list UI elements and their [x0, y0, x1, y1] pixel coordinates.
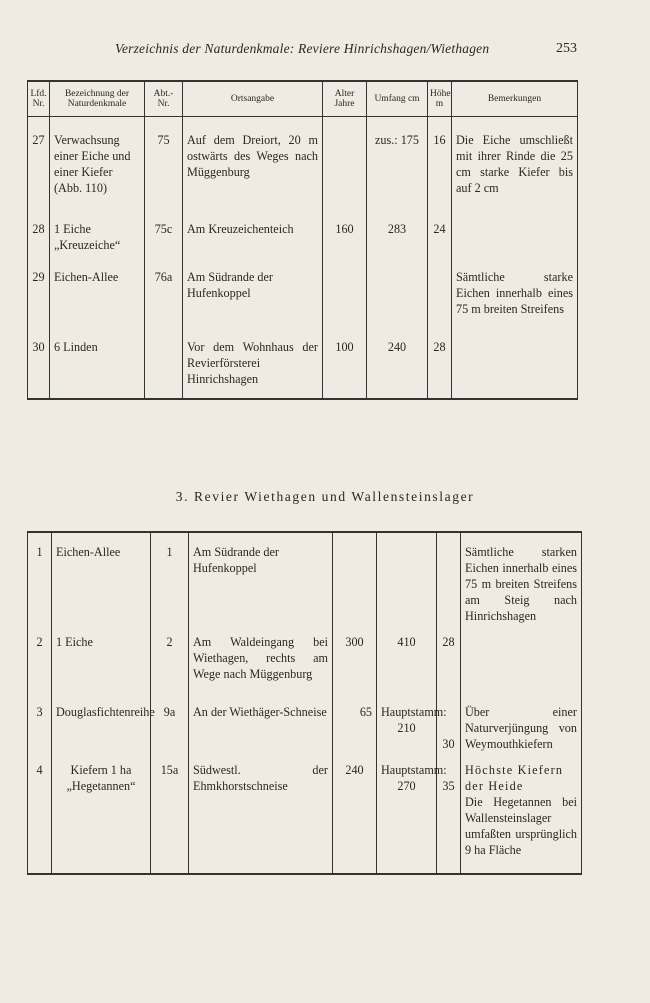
row-hoehe: 16 [428, 117, 452, 205]
row-hoehe: 35 [437, 762, 461, 874]
col-header-alter: Alter Jahre [323, 81, 367, 117]
row-name: Eichen-Allee [52, 532, 151, 634]
table-row [28, 323, 578, 399]
running-header [0, 41, 650, 61]
row-ort: Am Waldeingang bei Wiethagen, rechts am Wege nach Müggenburg [189, 634, 333, 704]
row-abt [145, 323, 183, 399]
remark-text: Die Hegetannen bei Wallensteinslager umfaßten ursprünglich 9 ha Fläche [465, 795, 577, 857]
col-header-ort: Ortsangabe [183, 81, 323, 117]
row-alter: 240 [333, 762, 377, 874]
row-name: 1 Eiche „Kreuzeiche“ [50, 205, 145, 253]
row-nr: 4 [28, 762, 52, 874]
table-header-row [28, 81, 578, 117]
row-alter [323, 117, 367, 205]
row-abt: 15a [151, 762, 189, 874]
row-umfang: Hauptstamm: 270 [377, 762, 437, 874]
row-umfang: 240 [367, 323, 428, 399]
table-row [28, 205, 578, 253]
row-nr: 27 [28, 117, 50, 205]
row-hoehe [428, 253, 452, 323]
row-nr: 28 [28, 205, 50, 253]
table-row [28, 253, 578, 323]
row-nr: 1 [28, 532, 52, 634]
row-hoehe: 24 [428, 205, 452, 253]
col-header-bemerkungen: Bemerkungen [452, 81, 578, 117]
table-row [28, 762, 582, 874]
row-name: Douglasfichtenreihe [52, 704, 151, 762]
col-header-nr: Lfd. Nr. [28, 81, 50, 117]
row-umfang: 283 [367, 205, 428, 253]
row-bemerkungen [461, 762, 582, 874]
table-row [28, 634, 582, 704]
row-bemerkungen: Sämtliche starken Eichen innerhalb eines 75 m breiten Streifens am Steig nach Hinrichshagen [461, 532, 582, 634]
row-abt: 75 [145, 117, 183, 205]
section-heading: 3. Revier Wiethagen und Wallensteinslager [175, 489, 475, 504]
row-alter: 65 [333, 704, 377, 762]
row-umfang: 410 [377, 634, 437, 704]
row-alter: 100 [323, 323, 367, 399]
row-name: 1 Eiche [52, 634, 151, 704]
col-header-abt: Abt.- Nr. [145, 81, 183, 117]
row-hoehe: 28 [437, 634, 461, 704]
row-umfang: zus.: 175 [367, 117, 428, 205]
row-hoehe: 30 [437, 704, 461, 762]
col-header-bezeichnung: Bezeichnung der Naturdenkmale [50, 81, 145, 117]
running-title: Verzeichnis der Naturdenkmale: Reviere Hinrichshagen/Wiethagen [115, 41, 490, 56]
row-ort: Vor dem Wohnhaus der Revierförsterei Hinrichshagen [183, 323, 323, 399]
row-umfang: Hauptstamm: 210 [377, 704, 437, 762]
row-abt: 75c [145, 205, 183, 253]
row-bemerkungen: Sämtliche starke Eichen innerhalb eines 75 m breiten Streifens [452, 253, 578, 323]
row-hoehe: 28 [428, 323, 452, 399]
row-bemerkungen [461, 634, 582, 704]
row-bemerkungen: Die Eiche umschließt mit ihrer Rinde die 25 cm starke Kiefer bis auf 2 cm [452, 117, 578, 205]
page-number: 253 [556, 41, 577, 56]
row-abt: 76a [145, 253, 183, 323]
row-ort: Am Südrande der Hufenkoppel [189, 532, 333, 634]
row-name: Kiefern 1 ha „Hegetannen“ [52, 762, 151, 874]
row-bemerkungen [452, 323, 578, 399]
row-alter: 300 [333, 634, 377, 704]
row-ort: Südwestl. der Ehmkhorstschneise [189, 762, 333, 874]
col-header-hoehe: Höhe m [428, 81, 452, 117]
table-row [28, 532, 582, 634]
table-row [28, 704, 582, 762]
row-nr: 3 [28, 704, 52, 762]
row-nr: 30 [28, 323, 50, 399]
row-bemerkungen [452, 205, 578, 253]
row-bemerkungen: Über einer Naturverjüngung von Weymouthkiefern [461, 704, 582, 762]
col-header-umfang: Umfang cm [367, 81, 428, 117]
row-ort: Am Kreuzeichenteich [183, 205, 323, 253]
row-name: Eichen-Allee [50, 253, 145, 323]
row-abt: 9a [151, 704, 189, 762]
row-hoehe [437, 532, 461, 634]
row-umfang [367, 253, 428, 323]
row-nr: 2 [28, 634, 52, 704]
row-name: Verwachsung einer Eiche und einer Kiefer (Abb. 110) [50, 117, 145, 205]
row-alter [323, 253, 367, 323]
row-abt: 1 [151, 532, 189, 634]
register-table-wiethagen [27, 531, 582, 875]
table-row [28, 117, 578, 205]
row-ort: An der Wiethäger-Schneise [189, 704, 333, 762]
row-nr: 29 [28, 253, 50, 323]
remark-spaced-text: Höchste Kiefern der Heide [465, 763, 564, 793]
register-table-hinrichshagen [27, 80, 578, 400]
row-abt: 2 [151, 634, 189, 704]
row-ort: Auf dem Dreiort, 20 m ostwärts des Weges nach Müggenburg [183, 117, 323, 205]
row-alter: 160 [323, 205, 367, 253]
row-name: 6 Linden [50, 323, 145, 399]
row-alter [333, 532, 377, 634]
row-ort: Am Südrande der Hufenkoppel [183, 253, 323, 323]
row-umfang [377, 532, 437, 634]
